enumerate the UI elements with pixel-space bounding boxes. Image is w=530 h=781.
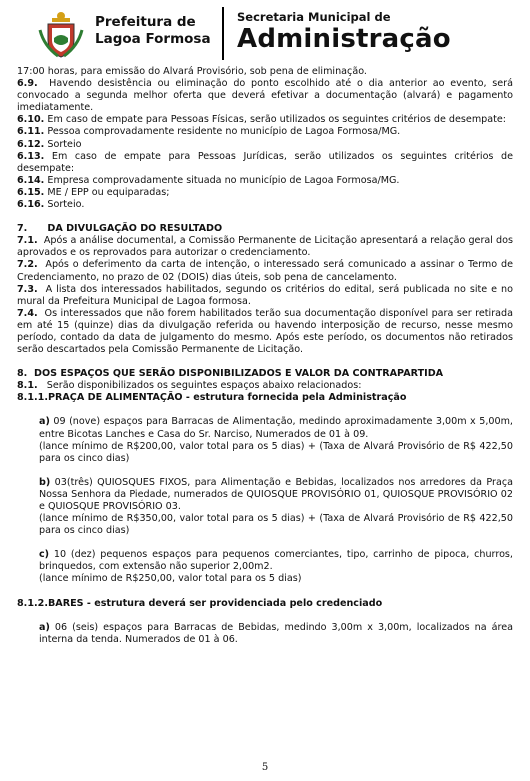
item-a-drink-stalls: a) 06 (seis) espaços para Barracas de Bebidas, medindo 3,00m x 3,00m, localizados na área interna da tenda. Numerados de 01 à 06. — [39, 621, 513, 645]
section-heading-8: 8. DOS ESPAÇOS QUE SERÃO DISPONIBILIZADOS E VALOR DA CONTRAPARTIDA — [17, 368, 444, 380]
clause-6-12: 6.12. Sorteio — [17, 138, 82, 150]
clause-6-10: 6.10. Em caso de empate para Pessoas Físicas, serão utilizados os seguintes critérios de desempate: — [17, 114, 507, 126]
page-number: 5 — [261, 762, 269, 773]
clause-7-1: 7.1. Após a análise documental, a Comissão Permanente de Licitação apresentará a relação geral dos aprovados e os reprovados para autorizar o credenciamento. — [17, 235, 513, 259]
clause-7-4: 7.4. Os interessados que não forem habilitados terão sua documentação disponível para ser retirada em até 15 (quinze) dias da divulgação referida ou havendo interposição de recurso, nesse mesmo período, contado da data de julgamento do mesmo. Após este período, os documentos não retirados serão descartados pela Comissão Permanente de Licitação. — [17, 307, 513, 356]
subsection-heading-8-1-1: 8.1.1.PRAÇA DE ALIMENTAÇÃO - estrutura fornecida pela Administração — [17, 392, 407, 404]
section-heading-7: 7. DA DIVULGAÇÃO DO RESULTADO — [17, 223, 223, 235]
document-body — [17, 66, 513, 646]
header-divider — [222, 7, 224, 60]
department-label: Secretaria Municipal de — [237, 10, 391, 24]
page-title: Administração — [237, 24, 451, 54]
page-header — [0, 0, 530, 62]
clause-7-3: 7.3. A lista dos interessados habilitados, segundo os critérios do edital, será publicada no site e no mural da Prefeitura Municipal de Lagoa formosa. — [17, 283, 513, 307]
paragraph: 17:00 horas, para emissão do Alvará Provisório, sob pena de eliminação. — [17, 66, 367, 77]
city-crest-icon — [38, 10, 84, 60]
subsection-heading-8-1-2: 8.1.2.BARES - estrutura deverá ser providenciada pelo credenciado — [17, 597, 383, 609]
clause-6-14: 6.14. Empresa comprovadamente situada no município de Lagoa Formosa/MG. — [17, 174, 400, 186]
item-c-small-spaces: c) 10 (dez) pequenos espaços para pequenos comerciantes, tipo, carrinho de pipoca, churros, brinquedos, com extensão não superior 2,00m2. (lance mínimo de R$250,00, valor total para os 5 dias) — [39, 549, 513, 585]
clause-6-9: 6.9. Havendo desistência ou eliminação do ponto escolhido até o dia anterior ao evento, será convocado a segunda melhor oferta que deverá efetivar a documentação (alvará) e pagamento imediatamente. — [17, 78, 514, 114]
municipality-name: Prefeitura de Lagoa Formosa — [95, 14, 211, 47]
clause-8-1: 8.1. Serão disponibilizados os seguintes espaços abaixo relacionados: — [17, 380, 362, 392]
clause-6-16: 6.16. Sorteio. — [17, 199, 85, 211]
item-a-food-stalls: a) 09 (nove) espaços para Barracas de Alimentação, medindo aproximadamente 3,00m x 5,00m, entre Bicotas Lanches e Casa do Sr. Narciso, Numerados de 01 à 09. (lance mínimo de R$200,00, valor total para os 5 dias) + (Taxa de Alvará Provisório de R$ 422,50 para os cinco dias) — [39, 416, 513, 464]
item-b-kiosks: b) 03(três) QUIOSQUES FIXOS, para Alimentação e Bebidas, localizados nos arredores da Praça Nossa Senhora da Piedade, numerados de QUIOSQUE PROVISÓRIO 01, QUIOSQUE PROVISÓRIO 02 e QUIOSQUE PROVISÓRIO 03. (lance mínimo de R$350,00, valor total para os 5 dias) + (Taxa de Alvará Provisório de R$ 422,50 para os cinco dias) — [39, 476, 513, 537]
clause-6-11: 6.11. Pessoa comprovadamente residente no município de Lagoa Formosa/MG. — [17, 126, 401, 138]
clause-7-2: 7.2. Após o deferimento da carta de intenção, o interessado será comunicado a assinar o Termo de Credenciamento, no prazo de 02 (DOIS) dias úteis, sob pena de cancelamento. — [17, 259, 513, 283]
clause-6-13: 6.13. Em caso de empate para Pessoas Jurídicas, serão utilizados os seguintes critérios de desempate: — [17, 150, 513, 174]
clause-6-15: 6.15. ME / EPP ou equiparadas; — [17, 186, 170, 198]
